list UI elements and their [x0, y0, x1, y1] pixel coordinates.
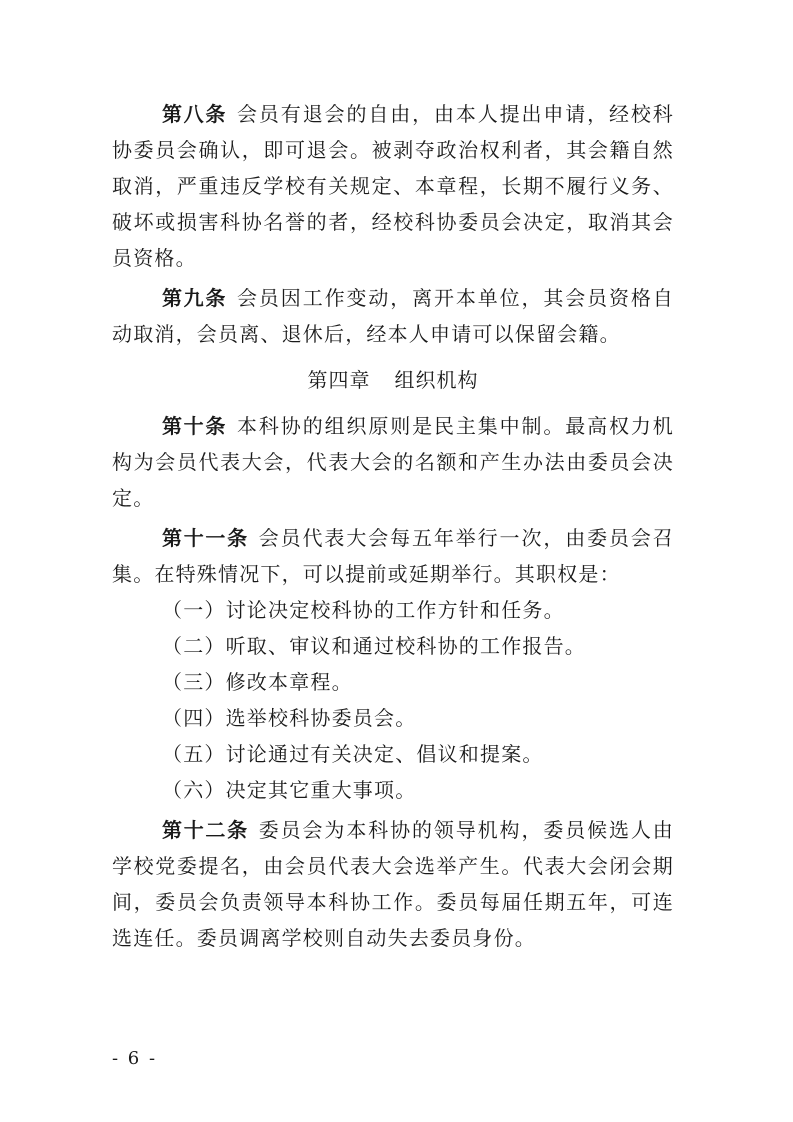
article-text: 会员有退会的自由，由本人提出申请，经校科协委员会确认，即可退会。被剥夺政治权利者，其会籍自然取消，严重违反学校有关规定、本章程，长期不履行义务、破坏或损害科协名誉的者，经校科协委员会决定，取消其会员资格。 [112, 102, 675, 270]
article-text: 会员因工作变动，离开本单位，其会员资格自动取消，会员离、退休后，经本人申请可以保留会籍。 [112, 286, 675, 346]
article-8 [112, 96, 674, 276]
list-item: （六）决定其它重大事项。 [162, 778, 417, 802]
article-9 [112, 280, 674, 352]
list-item: （五）讨论通过有关决定、倡议和提案。 [162, 742, 544, 766]
list-item: （二）听取、审议和通过校科协的工作报告。 [162, 634, 586, 658]
article-text: 本科协的组织原则是民主集中制。最高权力机构为会员代表大会，代表大会的名额和产生办法由委员会决定。 [112, 414, 675, 510]
chapter-number: 第四章 [307, 368, 371, 392]
page-number: - 6 - [112, 1048, 158, 1069]
article-11 [112, 520, 674, 592]
article-12 [112, 812, 674, 956]
article-text: 会员代表大会每五年举行一次，由委员会召集。在特殊情况下，可以提前或延期举行。其职权是： [112, 526, 674, 586]
list-item: （三）修改本章程。 [162, 670, 353, 694]
article-label: 第十一条 [162, 526, 249, 550]
article-10 [112, 408, 674, 516]
article-label: 第八条 [162, 102, 228, 126]
list-item: （一）讨论决定校科协的工作方针和任务。 [162, 598, 565, 622]
list-item: （四）选举校科协委员会。 [162, 706, 417, 730]
article-text: 委员会为本科协的领导机构，委员候选人由学校党委提名，由会员代表大会选举产生。代表大会闭会期间，委员会负责领导本科协工作。委员每届任期五年，可连选连任。委员调离学校则自动失去委员身份。 [112, 818, 674, 950]
article-label: 第十条 [162, 414, 228, 438]
chapter-title: 组织机构 [394, 368, 479, 392]
article-label: 第九条 [162, 286, 228, 310]
chapter-heading [112, 358, 674, 402]
document-body [112, 96, 674, 956]
article-label: 第十二条 [162, 818, 249, 842]
